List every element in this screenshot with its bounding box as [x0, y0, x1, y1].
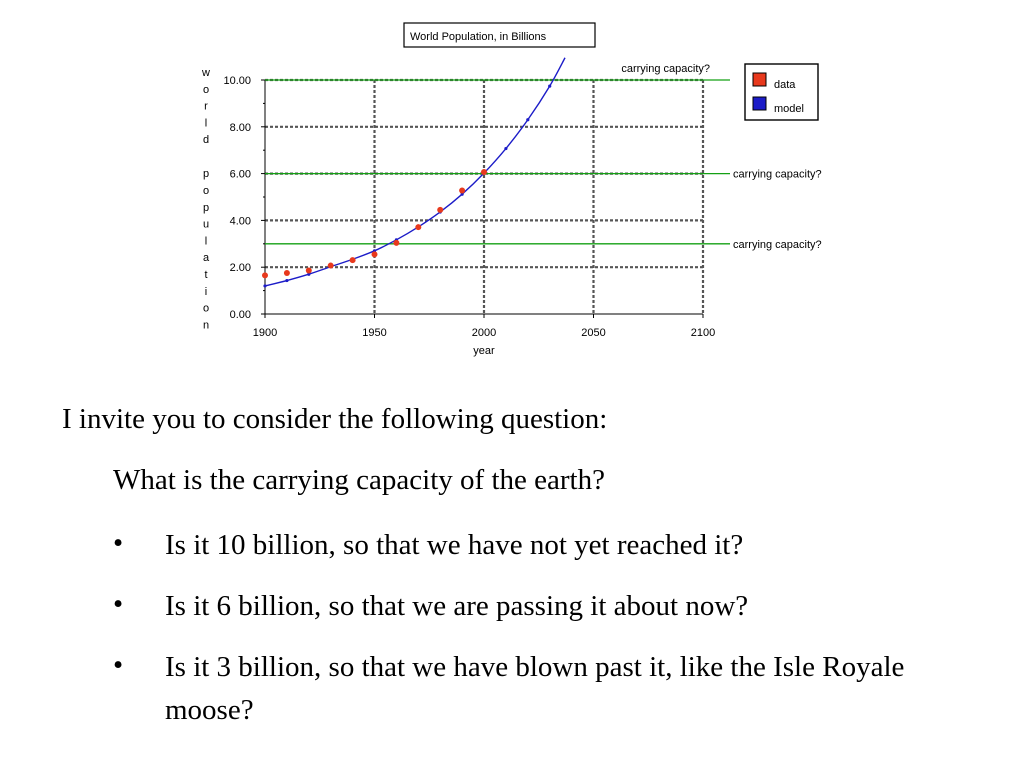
question-text: What is the carrying capacity of the earth? — [113, 464, 605, 496]
y-tick-label: 4.00 — [229, 215, 251, 228]
y-tick-label: 0.00 — [229, 309, 251, 321]
model-point — [548, 84, 551, 87]
data-point — [284, 270, 290, 276]
data-point — [262, 272, 268, 278]
bullet-item-3: Is it 3 billion, so that we have blown past it, like the Isle Royale moose? — [165, 651, 905, 726]
y-tick-label: 6.00 — [229, 168, 251, 181]
chart-title: World Population, in Billions — [410, 31, 547, 43]
model-point — [285, 279, 288, 282]
legend-swatch-data — [753, 73, 766, 86]
x-tick-label: 1900 — [252, 327, 278, 339]
y-tick-label: 2.00 — [229, 262, 251, 275]
data-point — [481, 169, 487, 175]
y-tick-label: 10.00 — [223, 75, 251, 87]
data-point — [372, 251, 378, 257]
y-axis-label: w o r l d p o p u l a t i o n — [202, 67, 210, 332]
data-point — [350, 257, 356, 263]
model-point — [263, 284, 266, 287]
data-point — [393, 240, 399, 246]
legend-swatch-model — [753, 97, 766, 110]
data-point — [437, 207, 443, 213]
bullet-marker: • — [113, 527, 124, 559]
data-point — [306, 267, 312, 273]
data-point — [459, 187, 465, 193]
bullet-marker: • — [113, 588, 124, 620]
legend-label-model: model — [774, 103, 804, 115]
carrying-capacity-label: carrying capacity? — [733, 238, 822, 251]
carrying-capacity-label: carrying capacity? — [733, 168, 822, 181]
y-tick-label: 8.00 — [229, 121, 251, 134]
model-curve-group — [265, 58, 565, 286]
x-axis-label: year — [473, 345, 495, 357]
x-tick-label: 2050 — [581, 327, 606, 339]
bullet-marker: • — [113, 649, 124, 681]
legend-label-data: data — [774, 79, 796, 91]
x-tick-label: 2100 — [690, 327, 716, 339]
model-point — [526, 118, 529, 121]
x-tick-label: 2000 — [471, 327, 497, 339]
population-chart — [0, 0, 1024, 380]
model-point — [504, 147, 507, 150]
bullet-item-1: Is it 10 billion, so that we have not yet reached it? — [165, 529, 744, 561]
x-tick-label: 1950 — [362, 327, 387, 339]
carrying-capacity-label: carrying capacity? — [621, 63, 710, 75]
bullet-item-2: Is it 6 billion, so that we are passing it about now? — [165, 590, 749, 622]
intro-text: I invite you to consider the following question: — [62, 403, 608, 435]
data-point — [415, 224, 421, 230]
data-point — [328, 263, 334, 269]
model-curve — [265, 58, 565, 286]
